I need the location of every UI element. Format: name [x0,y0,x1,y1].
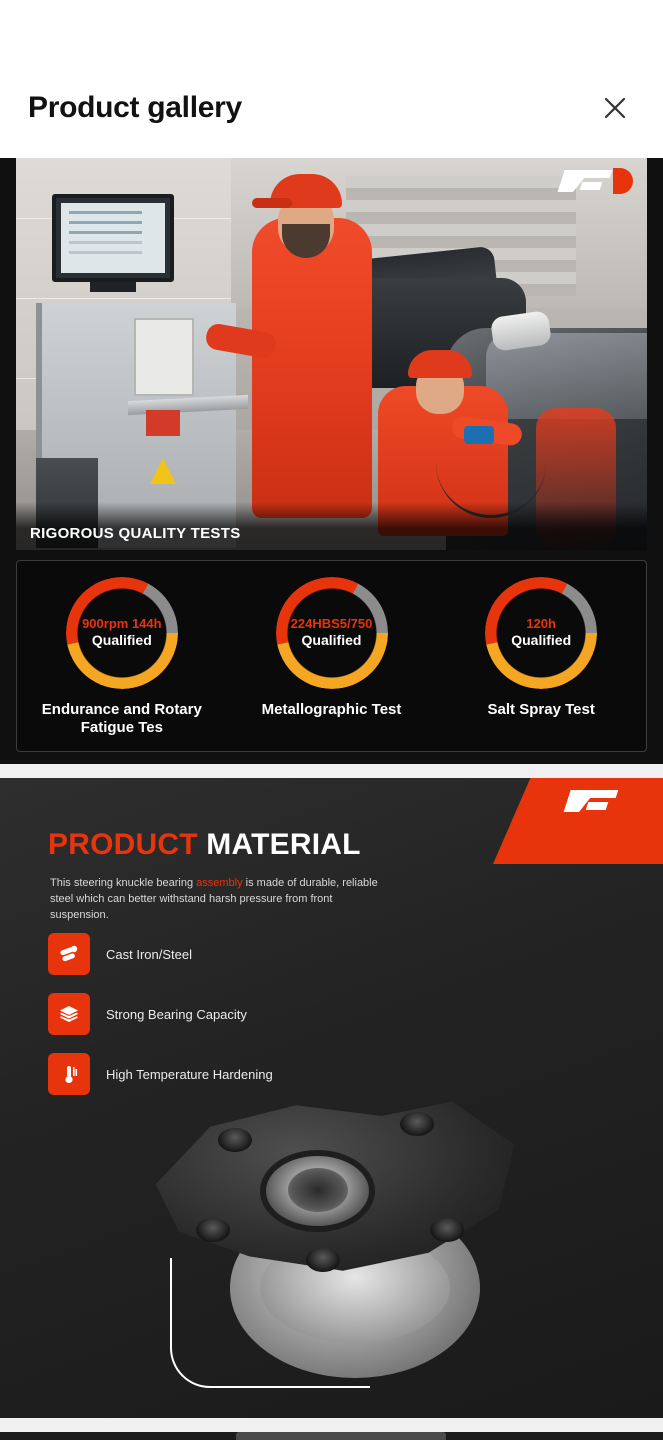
test-status: Qualified [301,632,362,649]
gallery-slide-quality-tests[interactable] [0,158,663,764]
test-name: Endurance and Rotary Fatigue Tes [41,701,202,736]
workshop-photo [16,158,647,550]
brand-logo-icon [567,786,639,816]
progress-ring-icon [66,577,178,689]
progress-ring-icon [276,577,388,689]
progress-ring-icon [485,577,597,689]
test-value: 900rpm 144h [82,616,162,632]
feature-label: Cast Iron/Steel [106,946,192,962]
rods-icon [48,933,90,975]
product-image [100,1068,570,1398]
photo-caption [16,502,647,550]
status-bar-spacer [0,0,663,58]
modal-header [0,58,663,158]
test-item [436,561,646,751]
close-icon[interactable] [595,88,635,128]
gallery-slide-product-material[interactable] [0,778,663,1418]
gallery-scroll-area[interactable] [0,158,663,1440]
brand-logo-icon [561,166,633,196]
material-description-post: is made of durable, reliable steel which can better withstand harsh pressure from front suspension. [50,877,378,921]
test-item [17,561,227,751]
material-title [48,828,361,862]
list-item [48,993,273,1035]
slide-tab-decor [236,1432,446,1440]
test-name: Salt Spray Test [487,701,595,718]
test-item [227,561,437,751]
feature-label: Strong Bearing Capacity [106,1006,247,1022]
material-description-highlight: assembly [196,877,243,889]
material-description-pre: This steering knuckle bearing [50,877,197,889]
material-title-red: PRODUCT [48,828,198,861]
list-item [48,933,273,975]
test-status: Qualified [511,632,572,649]
test-value: 120h [526,616,556,632]
test-value: 224HBS5/750 [290,616,373,632]
photo-caption-text: RIGOROUS QUALITY TESTS [30,525,241,542]
material-title-white: MATERIAL [206,828,361,861]
thermometer-icon [48,1053,90,1095]
quality-tests-panel [16,560,647,752]
material-description [50,876,380,924]
gallery-slide-next-partial[interactable] [0,1432,663,1440]
tool-decor [464,426,494,444]
test-name: Metallographic Test [261,701,402,718]
worker-figure-decor [252,218,372,518]
feature-label: High Temperature Hardening [106,1066,273,1082]
page-title: Product gallery [28,91,242,124]
test-status: Qualified [91,632,152,649]
monitor-decor [52,194,174,282]
layers-icon [48,993,90,1035]
